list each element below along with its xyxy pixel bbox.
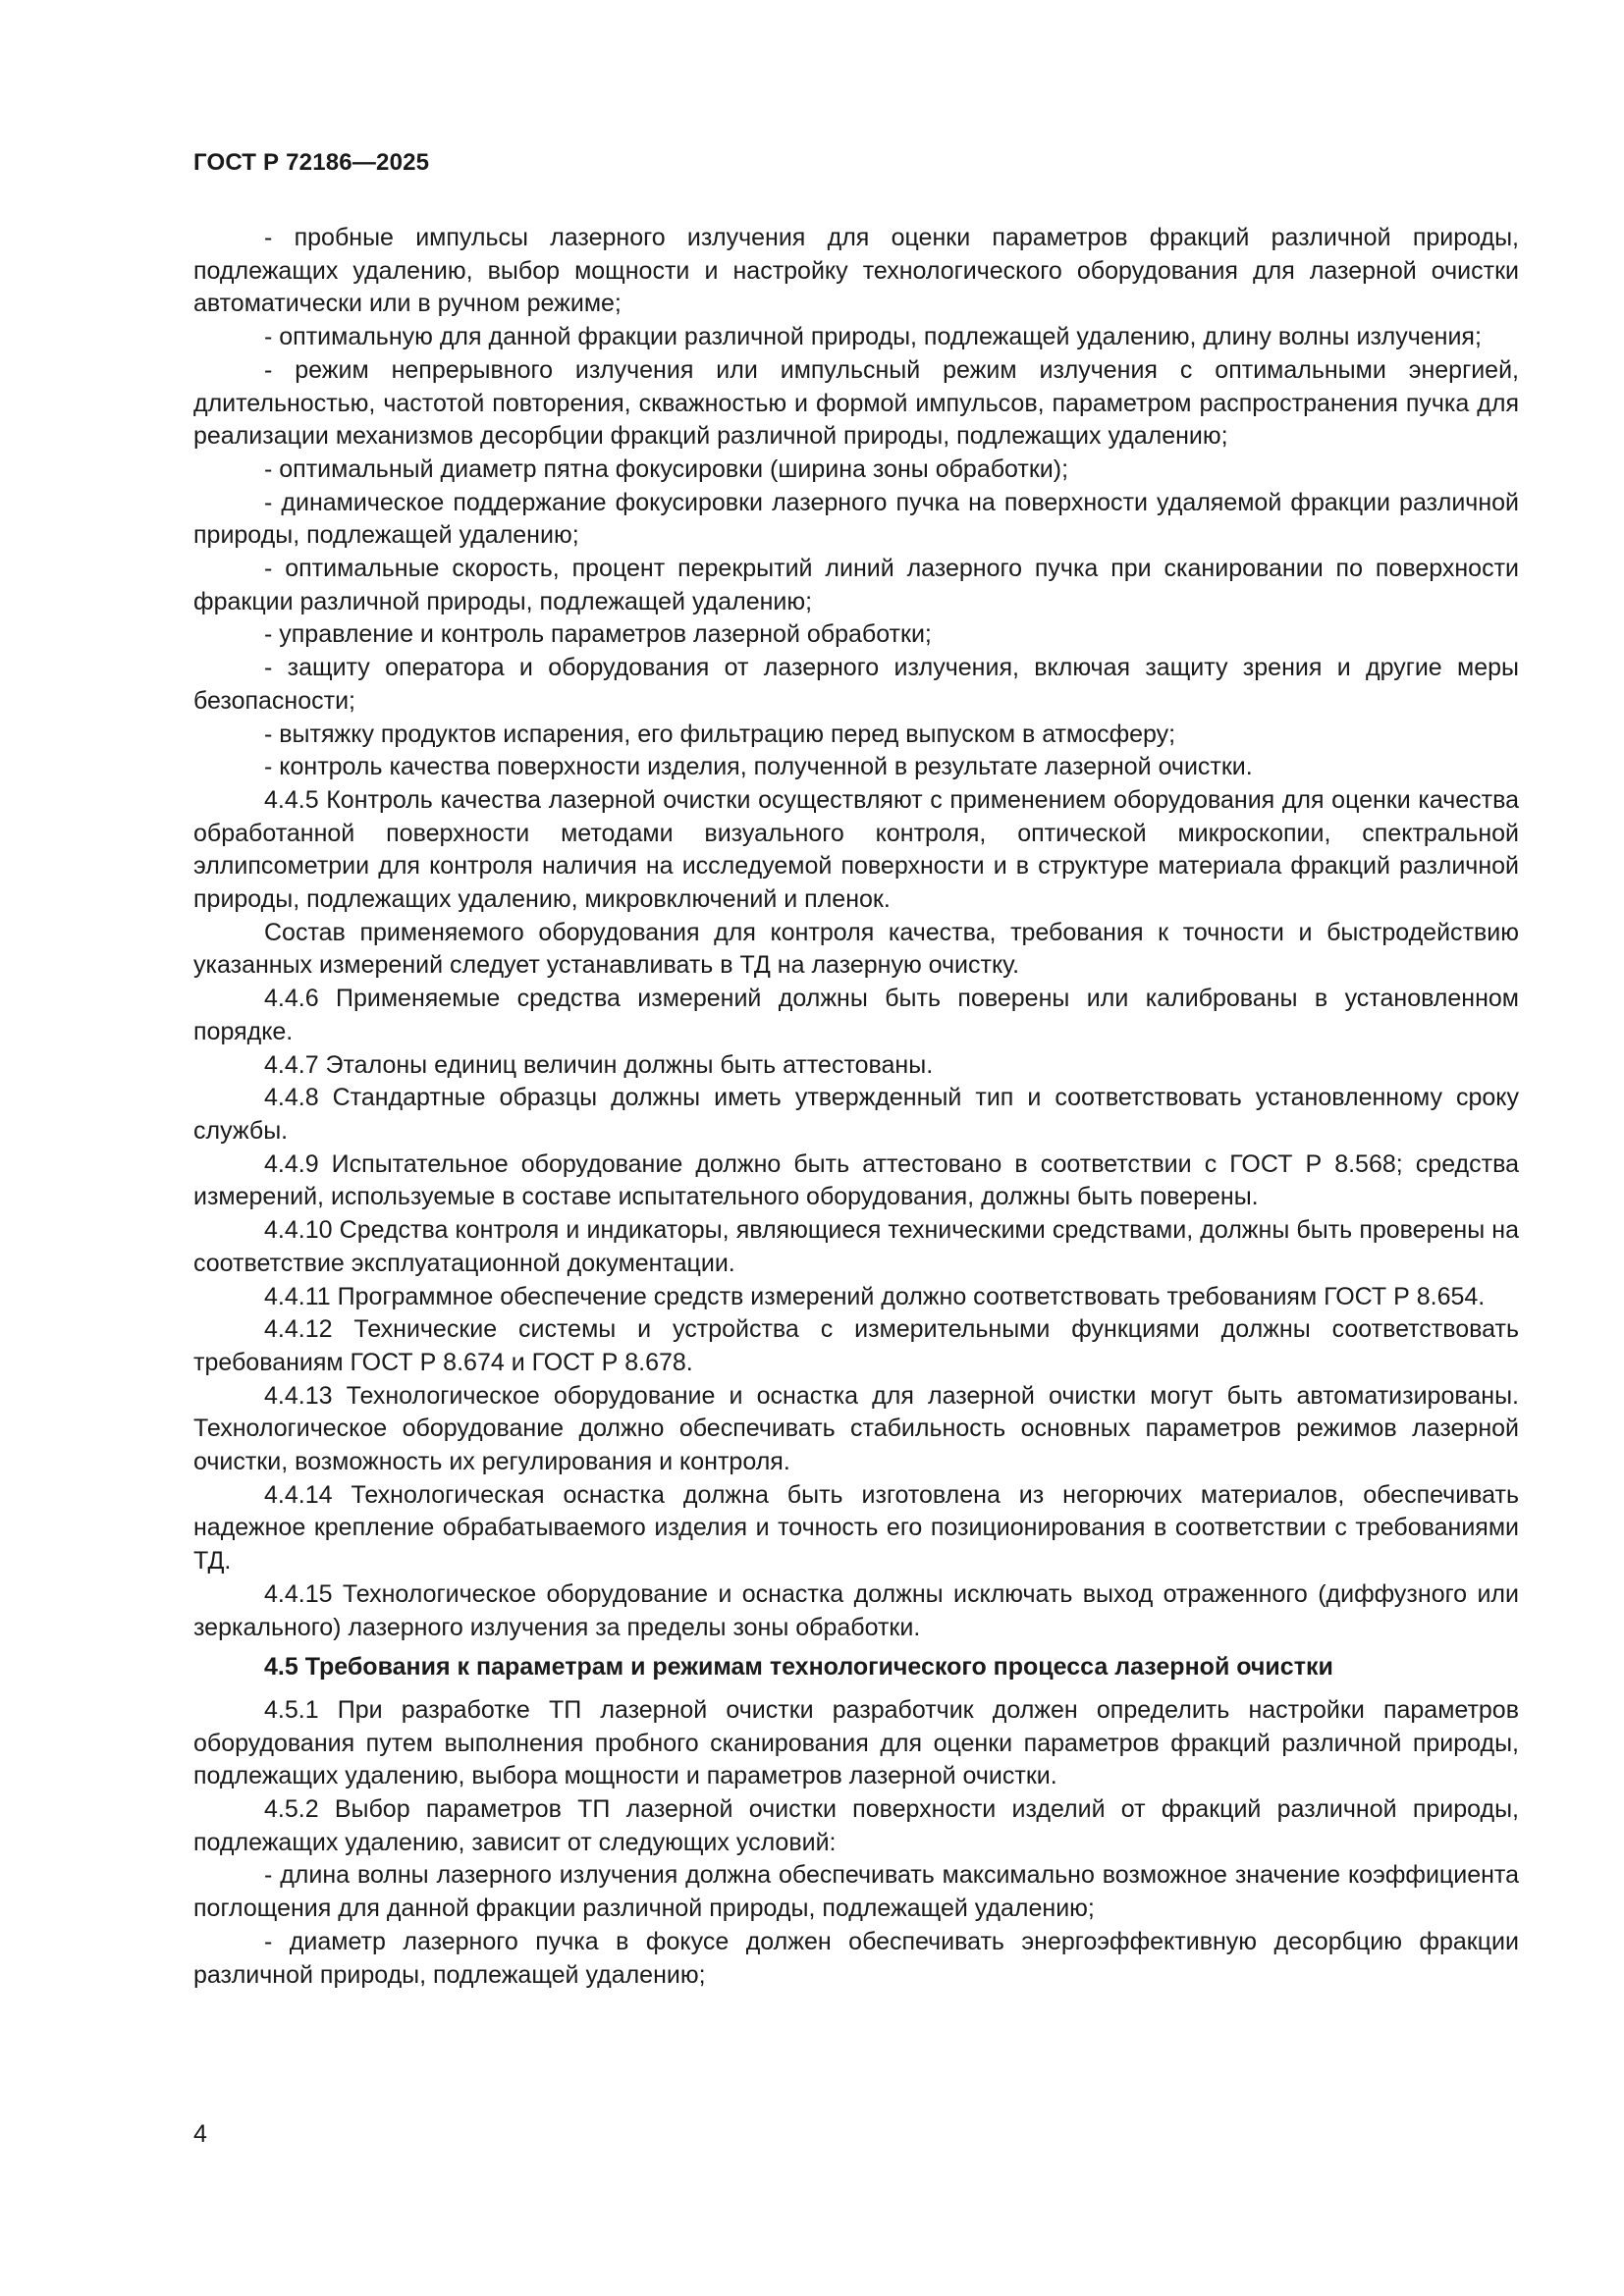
clause-4-4-14: 4.4.14 Технологическая оснастка должна быть изготовлена из негорючих материалов, обеспечивать надежное крепление обрабатываемого изделия и точность его позиционирования в соответствии с требованиями ТД. [193, 1480, 1519, 1575]
clause-4-4-8: 4.4.8 Стандартные образцы должны иметь утвержденный тип и соответствовать установленному сроку службы. [193, 1084, 1519, 1145]
list-item-radiation-mode: - режим непрерывного излучения или импульсный режим излучения с оптимальными энергией, длительностью, частотой повторения, скважностью и формой импульсов, параметром распространения пучка для реализации механизмов десорбции фракций различной природы, подлежащих удалению; [193, 355, 1519, 451]
section-heading-4-5: 4.5 Требования к параметрам и режимам технологического процесса лазерной очистки [264, 1653, 1333, 1682]
list-item-focus-tracking: - динамическое поддержание фокусировки лазерного пучка на поверхности удаляемой фракции различной природы, подлежащей удалению; [193, 488, 1519, 550]
clause-4-4-6: 4.4.6 Применяемые средства измерений должны быть поверены или калиброваны в установленном порядке. [193, 985, 1519, 1045]
list-item-probe-pulses: - пробные импульсы лазерного излучения для оценки параметров фракций различной природы, подлежащих удалению, выбор мощности и настройку технологического оборудования для лазерной очистки автоматически или в ручном режиме; [193, 224, 1519, 318]
list-item-process-control: - управление и контроль параметров лазерной обработки; [264, 620, 932, 649]
list-item-surface-quality: - контроль качества поверхности изделия, полученной в результате лазерной очистки. [264, 753, 1253, 781]
clause-4-4-9: 4.4.9 Испытательное оборудование должно быть аттестовано в соответствии с ГОСТ Р 8.568; средства измерений, используемые в составе испытательного оборудования, должны быть поверены. [193, 1149, 1519, 1211]
list-item-scan-speed: - оптимальные скорость, процент перекрытий линий лазерного пучка при сканировании по поверхности фракции различной природы, подлежащей удалению; [193, 555, 1519, 615]
clause-4-4-11: 4.4.11 Программное обеспечение средств измерений должно соответствовать требованиям ГОСТ Р 8.654. [264, 1282, 1486, 1310]
clause-4-5-1: 4.5.1 При разработке ТП лазерной очистки разработчик должен определить настройки параметров оборудования путем выполнения пробного сканирования для оценки параметров фракций различной природы, подлежащих удалению, выбора мощности и параметров лазерной очистки. [193, 1695, 1519, 1790]
document-body [193, 222, 1519, 1992]
list-item-wavelength: - оптимальную для данной фракции различной природы, подлежащей удалению, длину волны излучения; [264, 323, 1482, 351]
list-item-fume-extraction: - вытяжку продуктов испарения, его фильтрацию перед выпуском в атмосферу; [264, 720, 1176, 748]
clause-4-5-2: 4.5.2 Выбор параметров ТП лазерной очистки поверхности изделий от фракций различной природы, подлежащих удалению, зависит от следующих условий: [193, 1795, 1519, 1856]
clause-4-4-7: 4.4.7 Эталоны единиц величин должны быть аттестованы. [264, 1050, 934, 1079]
list-item-beam-diameter: - диаметр лазерного пучка в фокусе должен обеспечивать энергоэффективную десорбцию фракции различной природы, подлежащей удалению; [193, 1927, 1519, 1989]
list-item-spot-diameter: - оптимальный диаметр пятна фокусировки (ширина зоны обработки); [264, 454, 1069, 483]
list-item-wavelength-absorption: - длина волны лазерного излучения должна обеспечивать максимально возможное значение коэффициента поглощения для данной фракции различной природы, подлежащей удалению; [193, 1861, 1519, 1923]
page-number: 4 [193, 2120, 207, 2148]
clause-4-4-5-continued: Состав применяемого оборудования для контроля качества, требования к точности и быстродействию указанных измерений следует устанавливать в ТД на лазерную очистку. [193, 918, 1519, 980]
list-item-operator-protection: - защиту оператора и оборудования от лазерного излучения, включая защиту зрения и другие меры безопасности; [193, 654, 1519, 715]
clause-4-4-15: 4.4.15 Технологическое оборудование и оснастка должны исключать выход отраженного (диффузного или зеркального) лазерного излучения за пределы зоны обработки. [193, 1579, 1519, 1641]
document-code-header: ГОСТ Р 72186—2025 [193, 149, 430, 176]
clause-4-4-10: 4.4.10 Средства контроля и индикаторы, являющиеся техническими средствами, должны быть проверены на соответствие эксплуатационной документации. [193, 1216, 1519, 1277]
clause-4-4-13: 4.4.13 Технологическое оборудование и оснастка для лазерной очистки могут быть автоматизированы. Технологическое оборудование должно обеспечивать стабильность основных параметров режимов лазерной очистки, возможность их регулирования и контроля. [193, 1381, 1519, 1476]
clause-4-4-5: 4.4.5 Контроль качества лазерной очистки осуществляют с применением оборудования для оценки качества обработанной поверхности методами визуального контроля, оптической микроскопии, спектральной эллипсометрии для контроля наличия на исследуемой поверхности и в структуре материала фракций различной природы, подлежащих удалению, микровключений и пленок. [193, 785, 1519, 914]
clause-4-4-12: 4.4.12 Технические системы и устройства с измерительными функциями должны соответствовать требованиям ГОСТ Р 8.674 и ГОСТ Р 8.678. [193, 1315, 1519, 1376]
